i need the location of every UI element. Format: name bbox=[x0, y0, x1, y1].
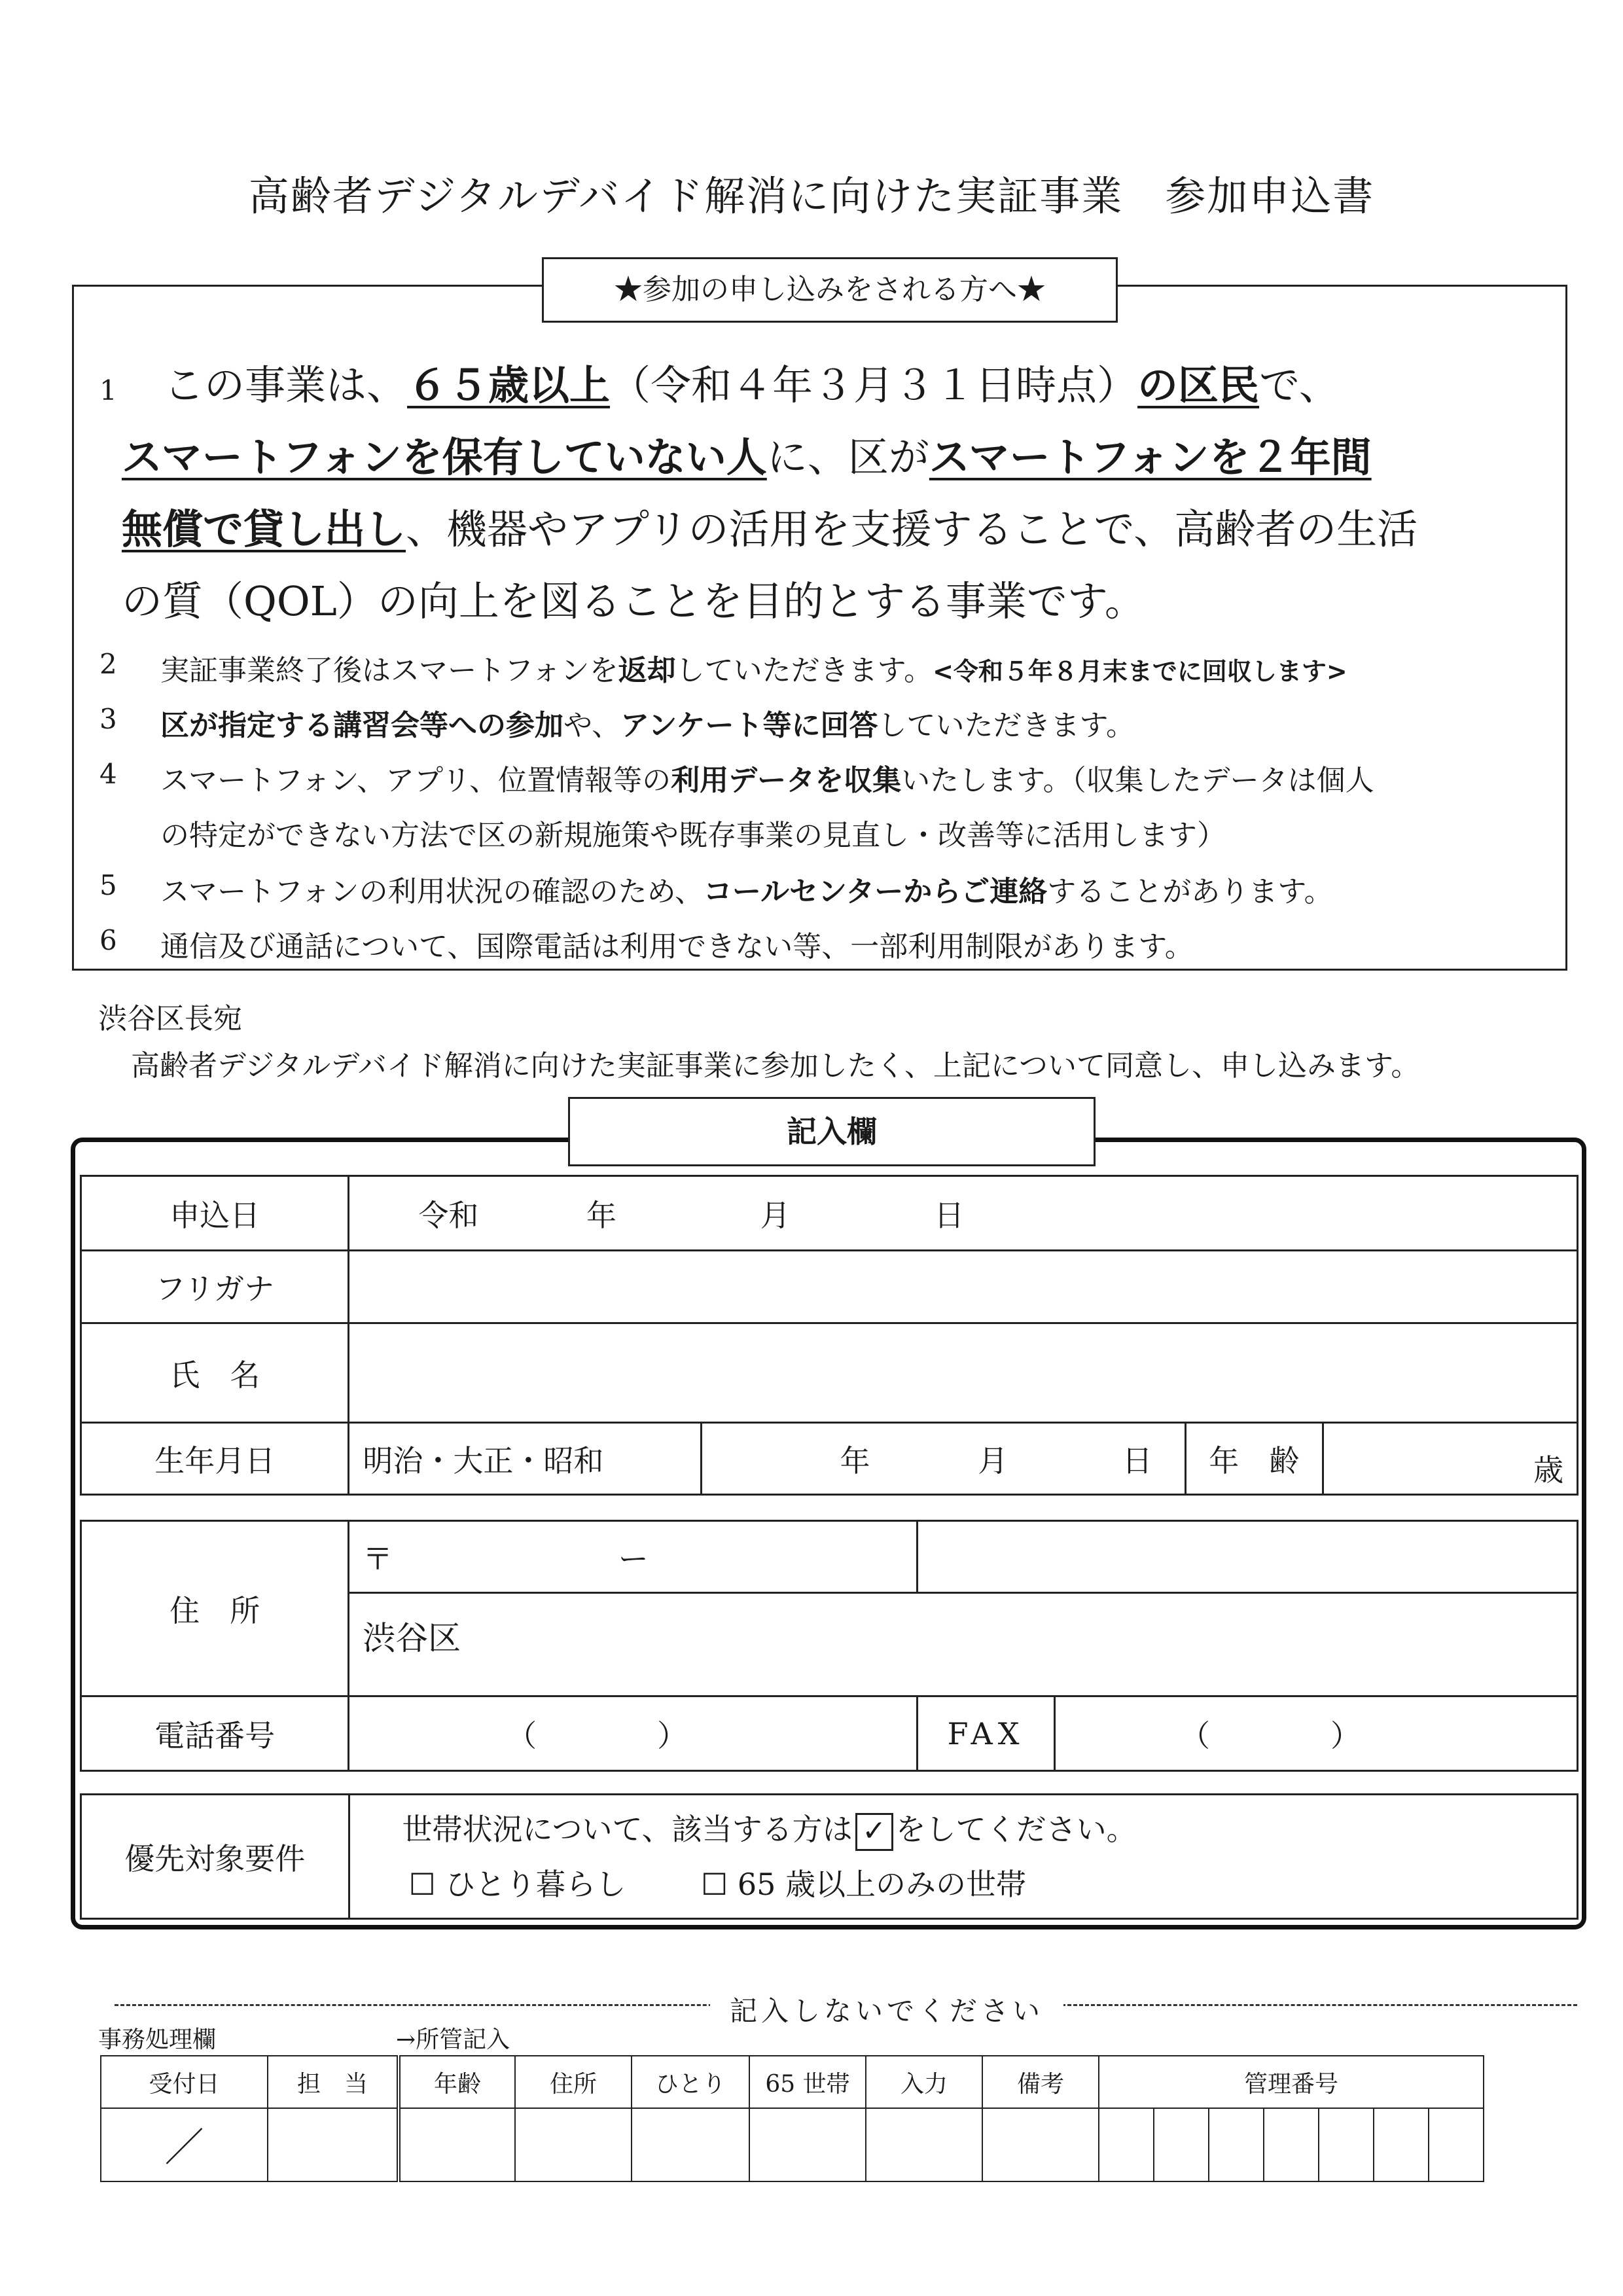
single-living-checkbox[interactable]: ☐ ひとり暮らし bbox=[408, 1866, 626, 1902]
name-field[interactable] bbox=[349, 1323, 1578, 1423]
notice-item-1-line-2: スマートフォンを保有していない人に、区がスマートフォンを２年間 bbox=[122, 433, 1372, 481]
postal-code-field[interactable] bbox=[349, 1521, 918, 1593]
notice-item-2: 実証事業終了後はスマートフォンを返却していただきます。<令和５年８月末までに回収します> bbox=[160, 654, 1347, 687]
fax-parentheses: （ ） bbox=[1179, 1717, 1361, 1753]
reception-date-cell bbox=[101, 2108, 268, 2181]
notice-item-5: スマートフォンの利用状況の確認のため、コールセンターからご連絡することがあります。 bbox=[160, 875, 1333, 908]
item-number-3: 3 bbox=[99, 703, 117, 735]
applicant-table bbox=[80, 1175, 1578, 1496]
date-day-unit: 日 bbox=[934, 1197, 965, 1233]
birth-era-options[interactable]: 明治・大正・昭和 bbox=[349, 1423, 702, 1495]
priority-field bbox=[349, 1795, 1578, 1919]
office-use-note: →所管記入 bbox=[396, 2026, 510, 2053]
notice-item-6: 通信及び通話について、国際電話は利用できない等、一部利用制限があります。 bbox=[160, 930, 1194, 963]
office-use-table bbox=[100, 2055, 1484, 2182]
birth-day-unit: 日 bbox=[1122, 1443, 1152, 1479]
address-cell bbox=[515, 2108, 632, 2181]
phone-parentheses: （ ） bbox=[507, 1717, 688, 1753]
item-number-1: 1 bbox=[99, 374, 117, 406]
birth-month-unit: 月 bbox=[978, 1443, 1008, 1479]
item-number-6: 6 bbox=[99, 924, 117, 956]
single-cell bbox=[632, 2108, 749, 2181]
header-65-household: 65 世帯 bbox=[749, 2056, 866, 2108]
fax-field[interactable] bbox=[1054, 1696, 1577, 1771]
page-title: 高齢者デジタルデバイド解消に向けた実証事業 参加申込書 bbox=[248, 172, 1375, 220]
date-label: 申込日 bbox=[81, 1176, 349, 1251]
header-remarks: 備考 bbox=[982, 2056, 1099, 2108]
furigana-field[interactable] bbox=[349, 1251, 1578, 1323]
date-slash: ／ bbox=[164, 2125, 204, 2171]
fax-label: FAX bbox=[918, 1696, 1055, 1771]
item-number-2: 2 bbox=[99, 648, 117, 680]
staff-cell bbox=[268, 2108, 399, 2181]
notice-item-4-line-2: の特定ができない方法で区の新規施策や既存事業の見直し・改善等に活用します） bbox=[160, 819, 1226, 852]
phone-label: 電話番号 bbox=[81, 1696, 349, 1771]
priority-instruction: 世帯状況について、該当する方は ✓ をしてください。 bbox=[402, 1802, 1564, 1857]
checkbox-icon: ☐ bbox=[701, 1866, 728, 1902]
date-era: 令和 bbox=[418, 1197, 479, 1233]
household-cell bbox=[749, 2108, 866, 2181]
check-mark-icon: ✓ bbox=[855, 1813, 893, 1851]
management-digit-cell bbox=[1374, 2108, 1429, 2181]
header-management-number: 管理番号 bbox=[1099, 2056, 1484, 2108]
age-unit: 歳 bbox=[1533, 1452, 1563, 1488]
phone-field[interactable] bbox=[349, 1696, 918, 1771]
age-label: 年 齢 bbox=[1185, 1423, 1323, 1495]
postal-extra-field[interactable] bbox=[918, 1521, 1578, 1593]
ward-name: 渋谷区 bbox=[363, 1619, 461, 1657]
address-field[interactable] bbox=[349, 1593, 1578, 1696]
header-age: 年齢 bbox=[399, 2056, 515, 2108]
notice-item-4-line-1: スマートフォン、アプリ、位置情報等の利用データを収集いたします。（収集したデータは個人 bbox=[160, 764, 1374, 797]
contact-table bbox=[80, 1520, 1578, 1772]
addressee: 渋谷区長宛 bbox=[98, 1002, 242, 1035]
notice-item-3: 区が指定する講習会等への参加や、アンケート等に回答していただきます。 bbox=[160, 709, 1135, 742]
management-digit-cell bbox=[1209, 2108, 1264, 2181]
header-single: ひとり bbox=[632, 2056, 749, 2108]
header-address: 住所 bbox=[515, 2056, 632, 2108]
management-digit-cell bbox=[1429, 2108, 1484, 2181]
management-digit-cell bbox=[1099, 2108, 1154, 2181]
notice-item-1-line-4: の質（QOL）の向上を図ることを目的とする事業です。 bbox=[122, 577, 1145, 625]
header-input: 入力 bbox=[866, 2056, 982, 2108]
birth-date-field[interactable] bbox=[702, 1423, 1185, 1495]
office-use-label: 事務処理欄 bbox=[98, 2026, 217, 2053]
birth-label: 生年月日 bbox=[81, 1423, 349, 1495]
header-staff: 担 当 bbox=[268, 2056, 399, 2108]
name-label: 氏 名 bbox=[81, 1323, 349, 1423]
management-digit-cell bbox=[1154, 2108, 1209, 2181]
management-digit-cell bbox=[1264, 2108, 1319, 2181]
item-number-4: 4 bbox=[99, 758, 117, 790]
priority-table bbox=[80, 1793, 1578, 1920]
consent-statement: 高齢者デジタルデバイド解消に向けた実証事業に参加したく、上記について同意し、申し込みます。 bbox=[131, 1049, 1420, 1083]
priority-label: 優先対象要件 bbox=[81, 1795, 349, 1919]
date-year-unit: 年 bbox=[586, 1197, 617, 1233]
elderly-household-checkbox[interactable]: ☐ 65 歳以上のみの世帯 bbox=[701, 1866, 1027, 1902]
address-label: 住 所 bbox=[81, 1521, 349, 1696]
furigana-label: フリガナ bbox=[81, 1251, 349, 1323]
date-month-unit: 月 bbox=[760, 1197, 791, 1233]
application-date-field[interactable] bbox=[349, 1176, 1578, 1251]
checkbox-icon: ☐ bbox=[408, 1866, 436, 1902]
management-digit-cell bbox=[1319, 2108, 1374, 2181]
form-tab: 記入欄 bbox=[568, 1097, 1096, 1166]
item-number-5: 5 bbox=[99, 869, 117, 901]
age-field[interactable] bbox=[1323, 1423, 1577, 1495]
remarks-cell bbox=[982, 2108, 1099, 2181]
postal-mark: 〒 bbox=[363, 1541, 393, 1577]
birth-year-unit: 年 bbox=[840, 1443, 870, 1479]
input-cell bbox=[866, 2108, 982, 2181]
notice-item-1-line-1: この事業は、６５歳以上（令和４年３月３１日時点）の区民で、 bbox=[164, 361, 1340, 409]
age-cell bbox=[399, 2108, 515, 2181]
notice-header: ★参加の申し込みをされる方へ★ bbox=[542, 257, 1118, 323]
postal-dash: ー bbox=[618, 1541, 649, 1577]
header-reception-date: 受付日 bbox=[101, 2056, 268, 2108]
do-not-write-notice: 記入しないでください bbox=[710, 1990, 1063, 2029]
notice-item-1-line-3: 無償で貸し出し、機器やアプリの活用を支援することで、高齢者の生活 bbox=[122, 505, 1418, 553]
